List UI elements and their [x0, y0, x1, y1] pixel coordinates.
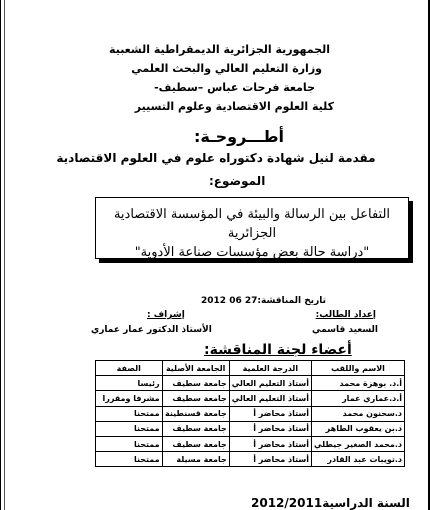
- topic-label: الموضوع:: [209, 174, 266, 188]
- supervisor-name: الأستاذ الدكتور عمار عماري: [91, 325, 212, 335]
- faculty-line: كلية العلوم الاقتصادية وعلوم التسيير: [134, 100, 334, 113]
- member-rank: أستاذ محاضر أ: [229, 452, 311, 467]
- thesis-subtitle: مقدمة لنيل شهادة دكتوراه علوم في العلوم الاقتصادية: [56, 151, 376, 165]
- member-rank: أستاذ التعليم العالي: [229, 376, 311, 391]
- defense-date: [201, 296, 326, 306]
- ministry-line: وزارة التعليم العالي والبحث العلمي: [131, 62, 322, 75]
- member-role: ممتحنا: [96, 436, 163, 451]
- table-row: [96, 421, 405, 436]
- page-border-left: [4, 0, 5, 510]
- table-row: [96, 436, 405, 451]
- member-role: ممتحنا: [96, 421, 163, 436]
- member-name: د.بن يعقوب الطاهر: [312, 421, 405, 436]
- member-role: ممتحنا: [96, 406, 163, 421]
- republic-line: الجمهورية الجزائرية الديمقراطية الشعبية: [109, 43, 330, 56]
- committee-header-row: [96, 361, 405, 376]
- member-rank: أستاذ محاضر أ: [229, 421, 311, 436]
- member-name: أ.د.عماري عمار: [312, 391, 405, 406]
- topic-line-2: "دراسة حالة بعض مؤسسات صناعة الأدوية": [134, 245, 370, 260]
- university-line: جامعة فرحات عباس –سطيف-: [154, 81, 315, 94]
- student-name: السعيد قاسمي: [312, 325, 378, 335]
- member-university: جامعة سطيف: [162, 391, 229, 406]
- header-role: الصفة: [96, 361, 163, 376]
- table-row: [96, 452, 405, 467]
- member-role: مشرفا ومقررا: [96, 391, 163, 406]
- table-row: [96, 376, 405, 391]
- member-university: جامعة سطيف: [162, 421, 229, 436]
- institution-header: [14, 40, 334, 116]
- topic-line-1: التفاعل بين الرسالة والبيئة في المؤسسة الاقتصادية الجزائرية: [113, 207, 391, 241]
- member-university: جامعة قسنطينة: [162, 406, 229, 421]
- committee-title: أعضاء لجنة المناقشة:: [204, 342, 352, 358]
- member-rank: أستاذ محاضر أ: [229, 406, 311, 421]
- table-row: [96, 406, 405, 421]
- member-role: ممتحنا: [96, 452, 163, 467]
- member-name: د.تويبات عبد القادر: [312, 452, 405, 467]
- prepared-by-label: إعداد الطالب:: [315, 310, 376, 320]
- academic-year: السنة الدراسية2012/2011: [251, 496, 410, 510]
- header-rank: الدرجة العلمية: [229, 361, 311, 376]
- member-role: رئيسا: [96, 376, 163, 391]
- member-name: أ.د. بوهزة محمد: [312, 376, 405, 391]
- topic-box: [95, 197, 409, 259]
- header-university: الجامعة الأصلية: [162, 361, 229, 376]
- header-name: الاسم واللقب: [312, 361, 405, 376]
- member-rank: أستاذ التعليم العالي: [229, 391, 311, 406]
- member-university: جامعة سطيف: [162, 436, 229, 451]
- supervisor-label: إشراف :: [147, 310, 185, 320]
- member-name: د.سحنون محمد: [312, 406, 405, 421]
- defense-date-value: 27 06 2012: [201, 296, 258, 306]
- defense-date-label: تاريخ المناقشة:: [257, 296, 327, 306]
- member-university: جامعة سطيف: [162, 376, 229, 391]
- committee-table: [95, 360, 405, 467]
- table-row: [96, 391, 405, 406]
- member-university: جامعة مسيلة: [162, 452, 229, 467]
- member-rank: أستاذ محاضر أ: [229, 436, 311, 451]
- member-name: د.محمد الصغير جيطلي: [312, 436, 405, 451]
- thesis-title: أطـــروحـة:: [194, 127, 284, 146]
